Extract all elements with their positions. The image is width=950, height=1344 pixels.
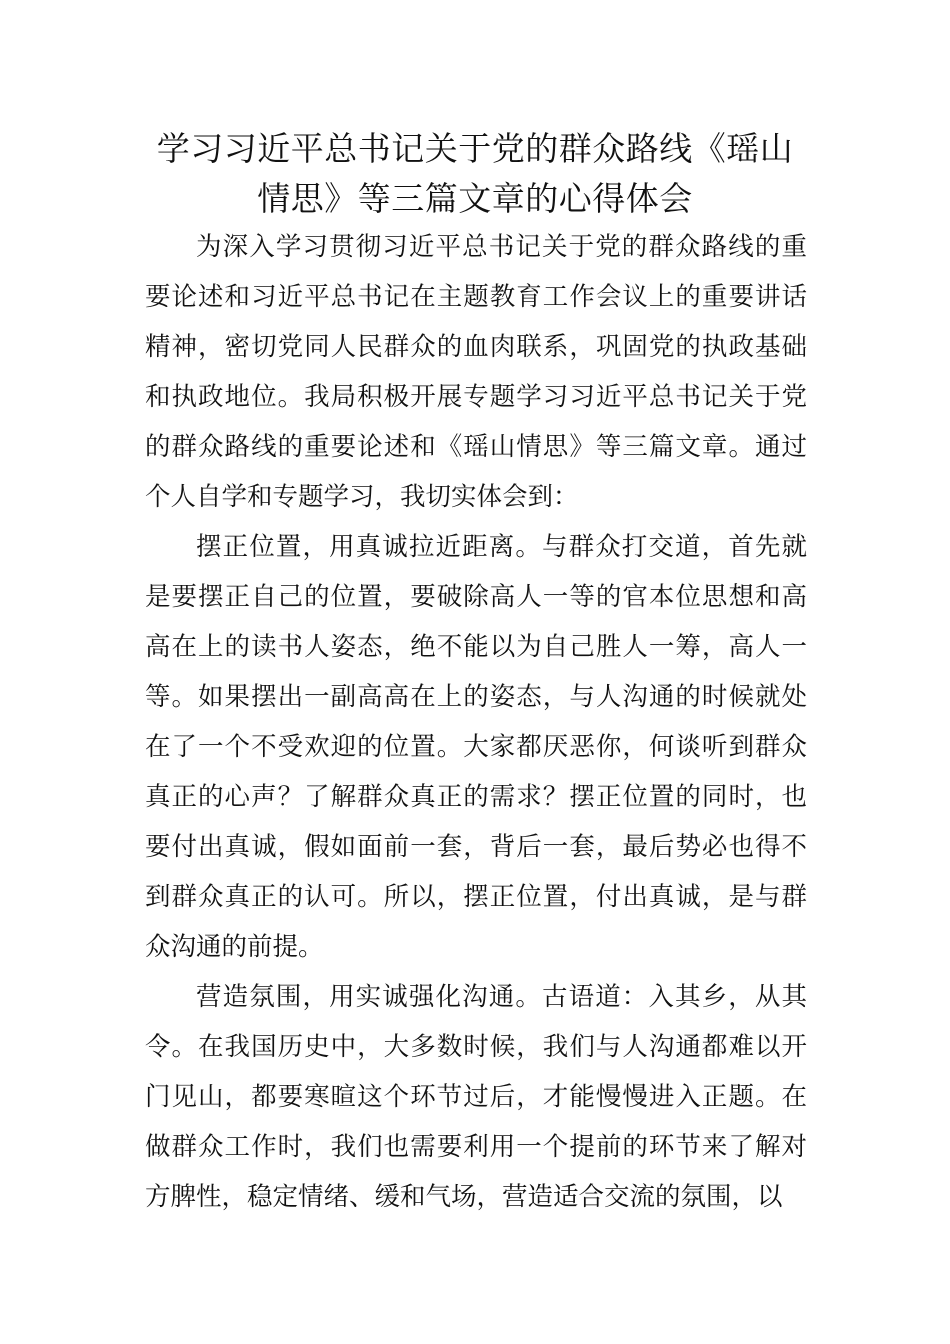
paragraph-position: 摆正位置，用真诚拉近距离。与群众打交道，首先就是要摆正自己的位置，要破除高人一等的官本位思想和高高在上的读书人姿态，绝不能以为自己胜人一筹，高人一等。如果摆出一副高高在上的姿态，与人沟通的时候就处在了一个不受欢迎的位置。大家都厌恶你，何谈听到群众真正的心声？了解群众真正的需求？摆正位置的同时，也要付出真诚，假如面前一套，背后一套，最后势必也得不到群众真正的认可。所以，摆正位置，付出真诚，是与群众沟通的前提。 [145, 532, 807, 962]
document-body [145, 222, 807, 1222]
paragraph-intro: 为深入学习贯彻习近平总书记关于党的群众路线的重要论述和习近平总书记在主题教育工作会议上的重要讲话精神，密切党同人民群众的血肉联系，巩固党的执政基础和执政地位。我局积极开展专题学习习近平总书记关于党的群众路线的重要论述和《瑶山情思》等三篇文章。通过个人自学和专题学习，我切实体会到： [145, 232, 807, 512]
paragraph-atmosphere: 营造氛围，用实诚强化沟通。古语道：入其乡，从其令。在我国历史中，大多数时候，我们与人沟通都难以开门见山，都要寒暄这个环节过后，才能慢慢进入正题。在做群众工作时，我们也需要利用一个提前的环节来了解对方脾性，稳定情绪、缓和气场，营造适合交流的氛围，以 [145, 982, 807, 1212]
document-title: 学习习近平总书记关于党的群众路线《瑶山情思》等三篇文章的心得体会 [156, 129, 794, 218]
